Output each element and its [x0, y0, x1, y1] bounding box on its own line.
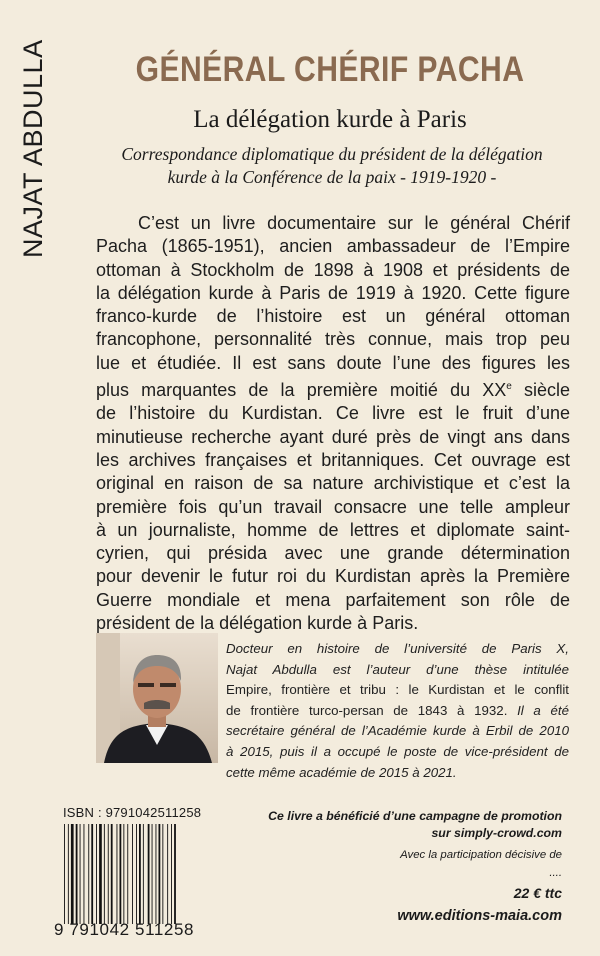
- bio-line: Empire, frontière et tribu : le Kurdistan et le conflit: [226, 682, 569, 698]
- barcode-bar: [148, 824, 150, 924]
- summary-line: à un journaliste, homme de lettres et diplomate saint-: [96, 519, 570, 540]
- book-title: GÉNÉRAL CHÉRIF PACHA: [135, 50, 525, 89]
- isbn-barcode: [62, 824, 180, 924]
- promotion-notice: [268, 808, 562, 842]
- barcode-bar: [174, 824, 176, 924]
- summary-line: les archives françaises et britanniques. Cet ouvrage est: [96, 449, 570, 470]
- barcode-bar: [99, 824, 102, 924]
- barcode-bar: [64, 824, 65, 924]
- promotion-line: sur simply-crowd.com: [431, 826, 562, 840]
- description-line: Correspondance diplomatique du président de la délégation: [121, 144, 543, 164]
- bio-line: secrétaire général de l’Académie kurde à Erbil de 2010: [226, 723, 569, 739]
- barcode-bar: [120, 824, 122, 924]
- barcode-bar: [143, 824, 144, 924]
- summary-line: Guerre mondiale et mena parfaitement son rôle de: [96, 589, 570, 610]
- century-superscript: e: [506, 381, 512, 393]
- summary-line: la délégation kurde à Paris de 1919 à 1920. Cette figure: [96, 282, 570, 303]
- barcode-bar: [117, 824, 118, 924]
- barcode-bar: [159, 824, 161, 924]
- summary-line: première fois qu’un travail consacre une telle ampleur: [96, 496, 570, 517]
- bio-line-part: de frontière turco-persan de 1843 à 1932.: [226, 702, 508, 718]
- century-tail: siècle: [511, 380, 571, 401]
- barcode-bar: [167, 824, 168, 924]
- barcode-bar: [156, 824, 157, 924]
- bio-line: Najat Abdulla est l’auteur d’une thèse intitulée: [226, 661, 569, 677]
- barcode-bar: [123, 824, 124, 924]
- summary-line: C’est un livre documentaire sur le général Chérif: [138, 213, 570, 233]
- summary-line: président de la délégation kurde à Paris.: [96, 613, 419, 634]
- isbn-label: ISBN : 9791042511258: [63, 805, 202, 820]
- barcode-bar: [76, 824, 78, 924]
- barcode-bar: [139, 824, 141, 924]
- barcode-bar: [132, 824, 133, 924]
- promotion-line: Ce livre a bénéficié d’une campagne de promotion: [268, 809, 562, 823]
- bio-line-mixed: [226, 701, 569, 722]
- barcode-bar: [136, 824, 137, 924]
- summary-line-century: [96, 375, 570, 402]
- summary-line: minutieuse recherche ayant duré près de vingt ans dans: [96, 426, 570, 447]
- summary-line: original en raison de sa nature archivistique et c’est la: [96, 473, 570, 494]
- participation-notice: [400, 846, 562, 882]
- summary-line-text: plus marquantes de la première moitié du XX: [96, 380, 507, 401]
- barcode-number: 9 791042 511258: [54, 920, 195, 939]
- barcode-bar: [68, 824, 69, 924]
- barcode-bar: [171, 824, 172, 924]
- barcode-bar: [96, 824, 97, 924]
- publisher-website[interactable]: www.editions-maia.com: [397, 908, 562, 924]
- bio-line: cette même académie de 2015 à 2021.: [226, 764, 457, 780]
- barcode-bar: [88, 824, 89, 924]
- barcode-bar: [71, 824, 74, 924]
- summary-line: de l’histoire du Kurdistan. Ce livre est le fruit d’une: [96, 403, 570, 424]
- participation-line: Avec la participation décisive de: [400, 849, 562, 861]
- barcode-bar: [84, 824, 85, 924]
- barcode-bar: [104, 824, 105, 924]
- barcode-bar: [80, 824, 81, 924]
- bio-line: Docteur en histoire de l’université de Paris X,: [226, 641, 569, 656]
- summary-line: Pacha (1865-1951), ancien ambassadeur de l’Empire: [96, 236, 570, 257]
- barcode-bar: [127, 824, 128, 924]
- summary-text: [96, 212, 570, 635]
- book-subtitle: La délégation kurde à Paris: [193, 106, 467, 133]
- barcode-bar: [91, 824, 93, 924]
- price: 22 € ttc: [513, 885, 562, 901]
- participation-line: ....: [549, 867, 562, 879]
- book-description: [92, 143, 572, 189]
- summary-line: franco-kurde de l’histoire est un général ottoman: [96, 306, 570, 327]
- summary-line: lue et étudiée. Il est sans doute l’une des figures les: [96, 352, 570, 373]
- bio-line-part: Il a été: [507, 702, 569, 718]
- author-photo: [96, 633, 218, 763]
- barcode-bar: [162, 824, 163, 924]
- barcode-bar: [152, 824, 153, 924]
- summary-line: cyrien, qui présida avec une grande détermination: [96, 543, 570, 564]
- summary-line: francophone, personnalité très connue, mais trop peu: [96, 329, 570, 350]
- spine-author-name: NAJAT ABDULLA: [18, 39, 48, 258]
- bio-line: à 2015, puis il a occupé le poste de vice-président de: [226, 743, 569, 759]
- author-bio: [226, 639, 569, 783]
- summary-line: ottoman à Stockholm de 1898 à 1908 et présidents de: [96, 259, 570, 280]
- book-spine: [0, 0, 60, 956]
- summary-line: pour devenir le futur roi du Kurdistan après la Première: [96, 566, 570, 587]
- barcode-bar: [108, 824, 109, 924]
- description-line: kurde à la Conférence de la paix - 1919-1920 -: [167, 167, 497, 187]
- barcode-bar: [111, 824, 113, 924]
